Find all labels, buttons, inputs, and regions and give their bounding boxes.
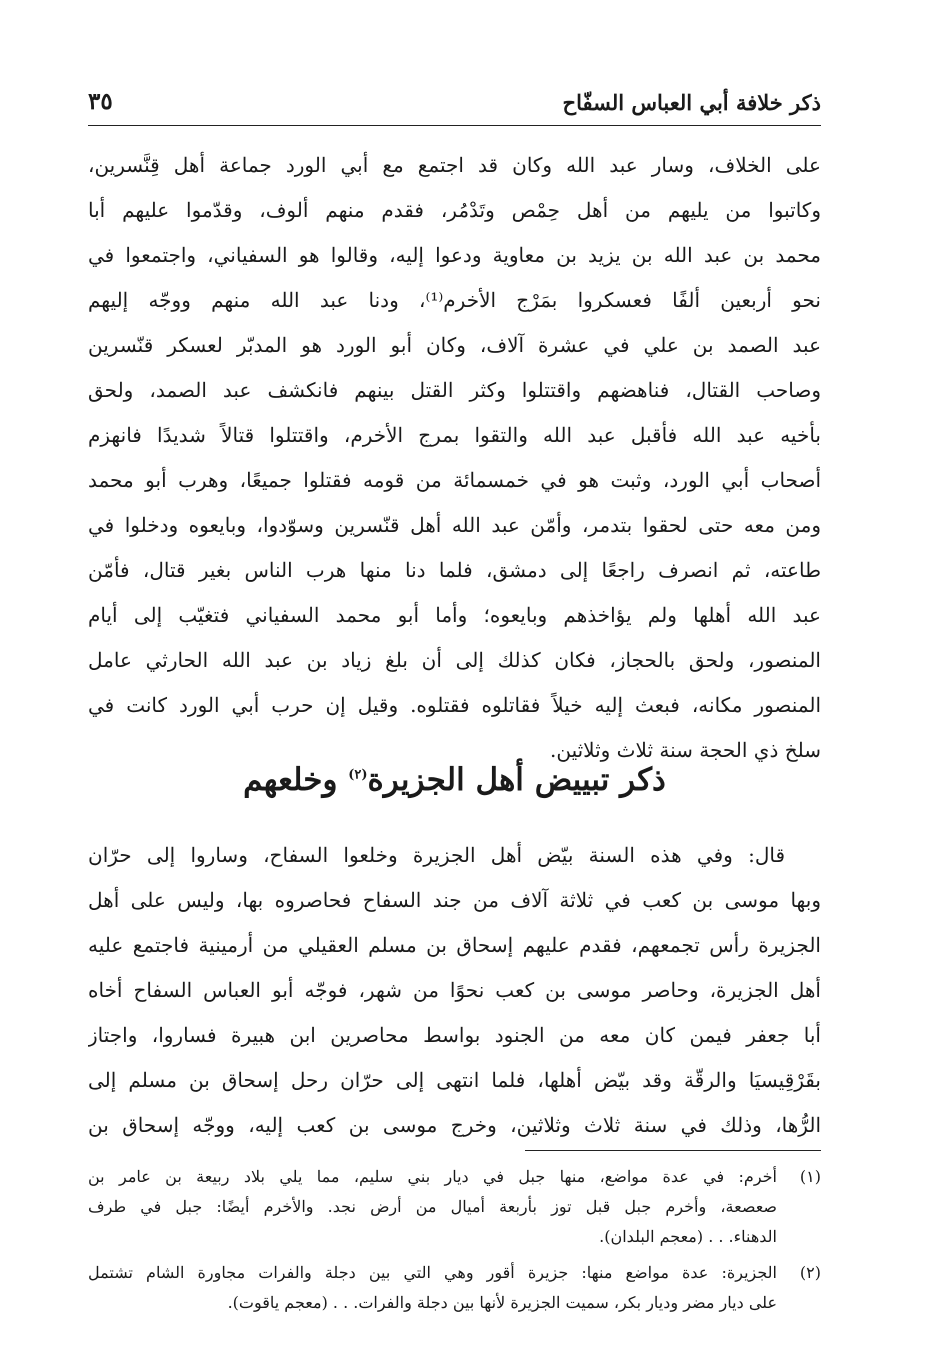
section-text	[88, 833, 821, 1148]
text-line: طاعته، ثم انصرف راجعًا إلى دمشق، فلما دنا منها هرب الناس بغير قتال، فأمّن	[88, 558, 821, 582]
footnote-line: أخرم: في عدة مواضع، منها جبل في ديار بني سليم، مما يلي بلاد ربيعة بن عامر بن	[88, 1167, 777, 1186]
text-line: المنصور مكانه، فبعث إليه خيلاً فقاتلوه فقتلوه. وقيل إن حرب أبي الورد كانت في	[88, 693, 821, 717]
text-line: وبها موسى بن كعب في ثلاثة آلاف من جند السفاح فحاصروه بها، وليس على أهل	[88, 888, 821, 912]
text-line: المنصور، ولحق بالحجاز، فكان كذلك إلى أن بلغ زياد بن عبد الله الحارثي عامل	[88, 648, 821, 672]
footnote-rule	[525, 1150, 821, 1151]
text-line: نحو أربعين ألفًا فعسكروا بمَرْج الأخرم⁽¹⁾، ودنا عبد الله منهم ووجّه إليهم	[88, 288, 821, 312]
section-heading-text-end: وخلعهم	[243, 762, 349, 798]
text-line: عبد الله أهلها ولم يؤاخذهم وبايعوه؛ وأما أبو محمد السفياني فتغيّب إلى أيام	[88, 603, 821, 627]
text-line: على الخلاف، وسار عبد الله وكان قد اجتمع مع أبي الورد جماعة أهل قِنَّسرين،	[88, 153, 821, 177]
text-line: وصاحب القتال، فناهضهم واقتتلوا وكثر القتل بينهم فانكشف عبد الصمد، ولحق	[88, 378, 821, 402]
footnote-ref[interactable]: (٢)	[348, 767, 368, 783]
text-line: أصحاب أبي الورد، وثبت هو في خمسمائة من قومه فقتلوا جميعًا، وهرب أبو محمد	[88, 468, 821, 492]
footnote	[88, 1258, 821, 1318]
running-header	[88, 86, 821, 124]
main-text	[88, 143, 821, 773]
page-number: ٣٥	[88, 88, 113, 115]
footnote	[88, 1162, 821, 1252]
text-line: قال: وفي هذه السنة بيّض أهل الجزيرة وخلعوا السفاح، وساروا إلى حرّان	[88, 843, 785, 867]
footnote-number: (١)	[799, 1167, 821, 1186]
header-rule	[88, 125, 821, 126]
text-line: الجزيرة رأس تجمعهم، فقدم عليهم إسحاق بن مسلم العقيلي من أرمينية فاجتمع عليه	[88, 933, 821, 957]
text-line: محمد بن عبد الله بن يزيد بن معاوية ودعوا إليه، وقالوا هو السفياني، واجتمعوا في	[88, 243, 821, 267]
footnote-line: الجزيرة: عدة مواضع منها: جزيرة أقور وهي التي بين دجلة والفرات مجاورة الشام تشتمل	[88, 1263, 777, 1282]
text-line: أبا جعفر فيمن كان معه من الجنود بواسط محاصرين ابن هبيرة فساروا، واجتاز	[88, 1023, 821, 1047]
text-line: عبد الصمد بن علي في عشرة آلاف، وكان أبو الورد هو المدبّر لعسكر قنّسرين	[88, 333, 821, 357]
footnote-line: صعصعة، وأخرم جبل قبل توز بأربعة أميال من أرض نجد. والأخرم أيضًا: جبل في طرف	[88, 1197, 777, 1216]
text-line: ومن معه حتى لحقوا بتدمر، وأمّن عبد الله أهل قنّسرين وسوّدوا، وبايعوه ودخلوا في	[88, 513, 821, 537]
footnotes	[88, 1162, 821, 1324]
running-title: ذكر خلافة أبي العباس السفّاح	[562, 90, 821, 115]
section-heading	[88, 750, 821, 810]
footnote-line: الدهناء. . . (معجم البلدان).	[599, 1227, 777, 1246]
footnote-line: على ديار مضر وديار بكر، سميت الجزيرة لأنها بين دجلة والفرات. . . (معجم ياقوت).	[227, 1293, 777, 1312]
footnote-number: (٢)	[799, 1263, 821, 1282]
text-line: بأخيه عبد الله فأقبل عبد الله والتقوا بمرج الأخرم، واقتتلوا قتالاً شديدًا فانهزم	[88, 423, 821, 447]
text-line: بقَرْقِيسيَا والرقّة وقد بيّض أهلها، فلما انتهى إلى حرّان رحل إسحاق بن مسلم إلى	[88, 1068, 821, 1092]
text-line: أهل الجزيرة، وحاصر موسى بن كعب نحوًا من شهر، فوجّه أبو العباس السفاح أخاه	[88, 978, 821, 1002]
text-line: الرُّها، وذلك في سنة ثلاث وثلاثين، وخرج موسى بن كعب إليه، ووجّه إسحاق بن	[88, 1113, 821, 1137]
text-line: سلخ ذي الحجة سنة ثلاث وثلاثين.	[549, 738, 821, 762]
section-heading-text: ذكر تبييض أهل الجزيرة	[367, 762, 666, 798]
text-line: وكاتبوا من يليهم من أهل حِمْص وتَدْمُر، فقدم منهم ألوف، وقدّموا عليهم أبا	[88, 198, 821, 222]
